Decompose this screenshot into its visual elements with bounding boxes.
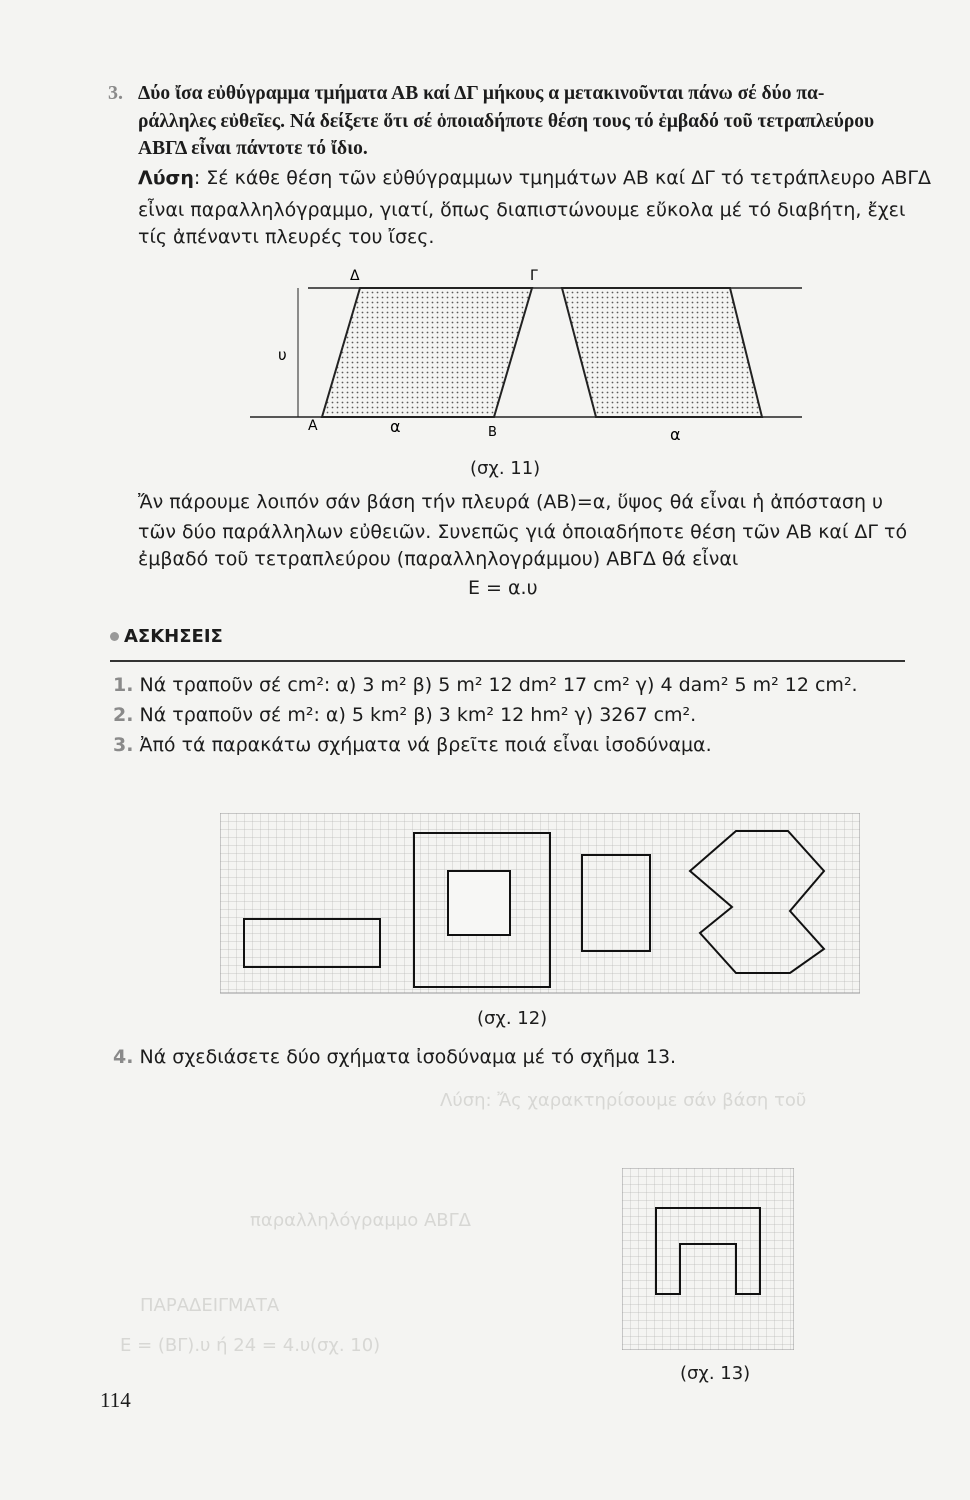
exercise-1 [113,670,858,700]
bullet-icon [110,632,119,641]
problem-statement-line-3: ΑΒΓΔ εἶναι πάντοτε τό ἴδιο. [138,138,368,159]
bleed-text: παραλληλόγραμμο ΑΒΓΔ [250,1210,471,1231]
figure-13 [622,1168,794,1350]
parallelogram-1 [322,288,532,417]
solution-line-1 [138,163,931,193]
figure-12-caption: (σχ. 12) [477,1008,548,1029]
exercises-rule [110,660,905,662]
exercise-2-text: Νά τραποῦν σέ m²: α) 5 km² β) 3 km² 12 hm² γ) 3267 cm². [139,704,697,726]
figure-12 [220,813,860,998]
solution-line-3: τίς ἀπέναντι πλευρές του ἴσες. [138,226,435,248]
exercise-1-text: Νά τραποῦν σέ cm²: α) 3 m² β) 5 m² 12 dm² 17 cm² γ) 4 dam² 5 m² 12 cm². [139,674,858,696]
solution-text: : Σέ κάθε θέση τῶν εὐθύγραμμων τμημάτων ΑΒ καί ΔΓ τό τετράπλευρο ΑΒΓΔ [193,167,931,189]
exercises-heading-text: ΑΣΚΗΣΕΙΣ [124,626,223,647]
conclusion-line-3: ἐμβαδό τοῦ τετραπλεύρου (παραλληλογράμμου) ΑΒΓΔ θά εἶναι [138,548,739,570]
conclusion-line-1: Ἄν πάρουμε λοιπόν σάν βάση τήν πλευρά (ΑΒ)=α, ὕψος θά εἶναι ἡ ἀπόσταση υ [138,491,884,513]
figure-13-caption: (σχ. 13) [680,1363,751,1384]
exercise-4-text: Νά σχεδιάσετε δύο σχήματα ἰσοδύναμα μέ τό σχῆμα 13. [139,1046,677,1068]
label-gamma: Γ [530,268,538,284]
bleed-text: (σχ. 10) [310,1335,381,1356]
solution-label: Λύση [138,167,194,189]
problem-number: 3. [108,82,123,104]
label-beta: Β [488,425,497,440]
bleed-text: Ε = (ΒΓ).υ ή 24 = 4.υ [120,1335,311,1356]
exercise-3-number: 3. [113,734,134,756]
label-delta: Δ [350,268,360,284]
exercises-heading [110,626,223,647]
grid-background-13 [622,1168,794,1350]
bleed-text: Λύση: Ἄς χαρακτηρίσουμε σάν βάση τοῦ [440,1090,807,1111]
exercise-2-number: 2. [113,704,134,726]
shape-square-frame-inner [448,871,510,935]
conclusion-line-2: τῶν δύο παράλληλων εὐθειῶν. Συνεπῶς γιά ὁποιαδήποτε θέση τῶν ΑΒ καί ΔΓ τό [138,521,908,543]
label-side-a-2: α [670,425,681,444]
exercise-3-text: Ἀπό τά παρακάτω σχήματα νά βρεῖτε ποιά εἶναι ἰσοδύναμα. [139,734,712,756]
parallelogram-2 [562,288,762,417]
figure-11 [240,260,820,460]
exercise-1-number: 1. [113,674,134,696]
exercise-4-number: 4. [113,1046,134,1068]
label-alpha-vertex: Α [308,418,318,434]
solution-line-2: εἶναι παραλληλόγραμμο, γιατί, ὅπως διαπιστώνουμε εὔκολα μέ τό διαβήτη, ἔχει [138,199,906,221]
problem-statement-line-2: ράλληλες εὐθεῖες. Νά δείξετε ὅτι σέ ὁποιαδήποτε θέση τους τό ἐμβαδό τοῦ τετραπλεύρου [138,111,875,132]
exercise-4 [113,1042,676,1072]
problem-statement-line-1: Δύο ἴσα εὐθύγραμμα τμήματα ΑΒ καί ΔΓ μήκους α μετακινοῦνται πάνω σέ δύο πα- [138,83,825,104]
bleed-text: ΠΑΡΑΔΕΙΓΜΑΤΑ [140,1295,280,1316]
area-formula: Ε = α.υ [468,577,538,599]
exercise-3 [113,730,712,760]
figure-11-caption: (σχ. 11) [470,458,541,479]
label-side-a-1: α [390,417,401,436]
page-number: 114 [100,1388,131,1412]
exercise-2 [113,700,696,730]
label-height-u: υ [278,346,287,364]
